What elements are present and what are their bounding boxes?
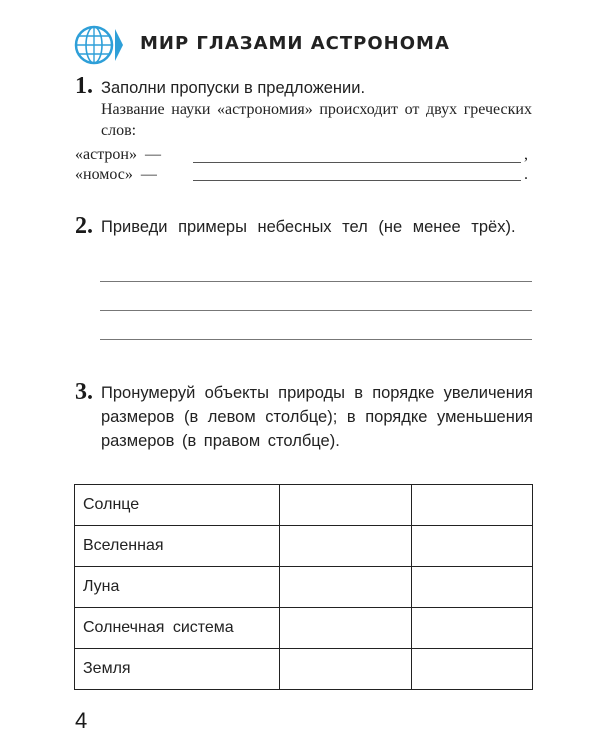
left-order-cell[interactable] xyxy=(280,567,412,608)
task-3-number: 3. xyxy=(75,379,93,405)
word-astron: «астрон» — xyxy=(75,146,161,163)
object-label: Земля xyxy=(75,649,280,690)
globe-arrow-icon xyxy=(73,22,123,68)
answer-line[interactable] xyxy=(100,339,532,340)
object-label: Вселенная xyxy=(75,526,280,567)
end-mark: . xyxy=(524,166,528,183)
task-1-number: 1. xyxy=(75,73,93,99)
page-title: МИР ГЛАЗАМИ АСТРОНОМА xyxy=(140,33,450,54)
answer-line[interactable] xyxy=(100,281,532,282)
left-order-cell[interactable] xyxy=(280,649,412,690)
table-row xyxy=(75,608,533,649)
task-1-instruction: Заполни пропуски в предложении. xyxy=(101,79,366,97)
table-row xyxy=(75,526,533,567)
answer-line-nomos[interactable] xyxy=(193,180,521,181)
answer-line-astron[interactable] xyxy=(193,162,521,163)
task-2-number: 2. xyxy=(75,213,93,239)
left-order-cell[interactable] xyxy=(280,485,412,526)
right-order-cell[interactable] xyxy=(412,649,533,690)
left-order-cell[interactable] xyxy=(280,526,412,567)
right-order-cell[interactable] xyxy=(412,567,533,608)
end-mark: , xyxy=(524,146,528,163)
table-row xyxy=(75,567,533,608)
left-order-cell[interactable] xyxy=(280,608,412,649)
object-label: Луна xyxy=(75,567,280,608)
objects-table xyxy=(74,484,533,690)
right-order-cell[interactable] xyxy=(412,526,533,567)
object-label: Солнце xyxy=(75,485,280,526)
word-nomos: «номос» — xyxy=(75,166,157,183)
table-row xyxy=(75,485,533,526)
right-order-cell[interactable] xyxy=(412,485,533,526)
task-3-text: Пронумеруй объекты природы в порядке увеличения размеров (в левом столбце); в порядке уменьшения размеров (в правом столбце). xyxy=(101,384,533,450)
task-2-text: Приведи примеры небесных тел (не менее трёх). xyxy=(101,218,516,236)
object-label: Солнечная система xyxy=(75,608,280,649)
right-order-cell[interactable] xyxy=(412,608,533,649)
page-number: 4 xyxy=(75,708,88,733)
task-1-statement: Название науки «астрономия» происходит от двух греческих слов: xyxy=(101,101,532,139)
table-row xyxy=(75,649,533,690)
answer-line[interactable] xyxy=(100,310,532,311)
